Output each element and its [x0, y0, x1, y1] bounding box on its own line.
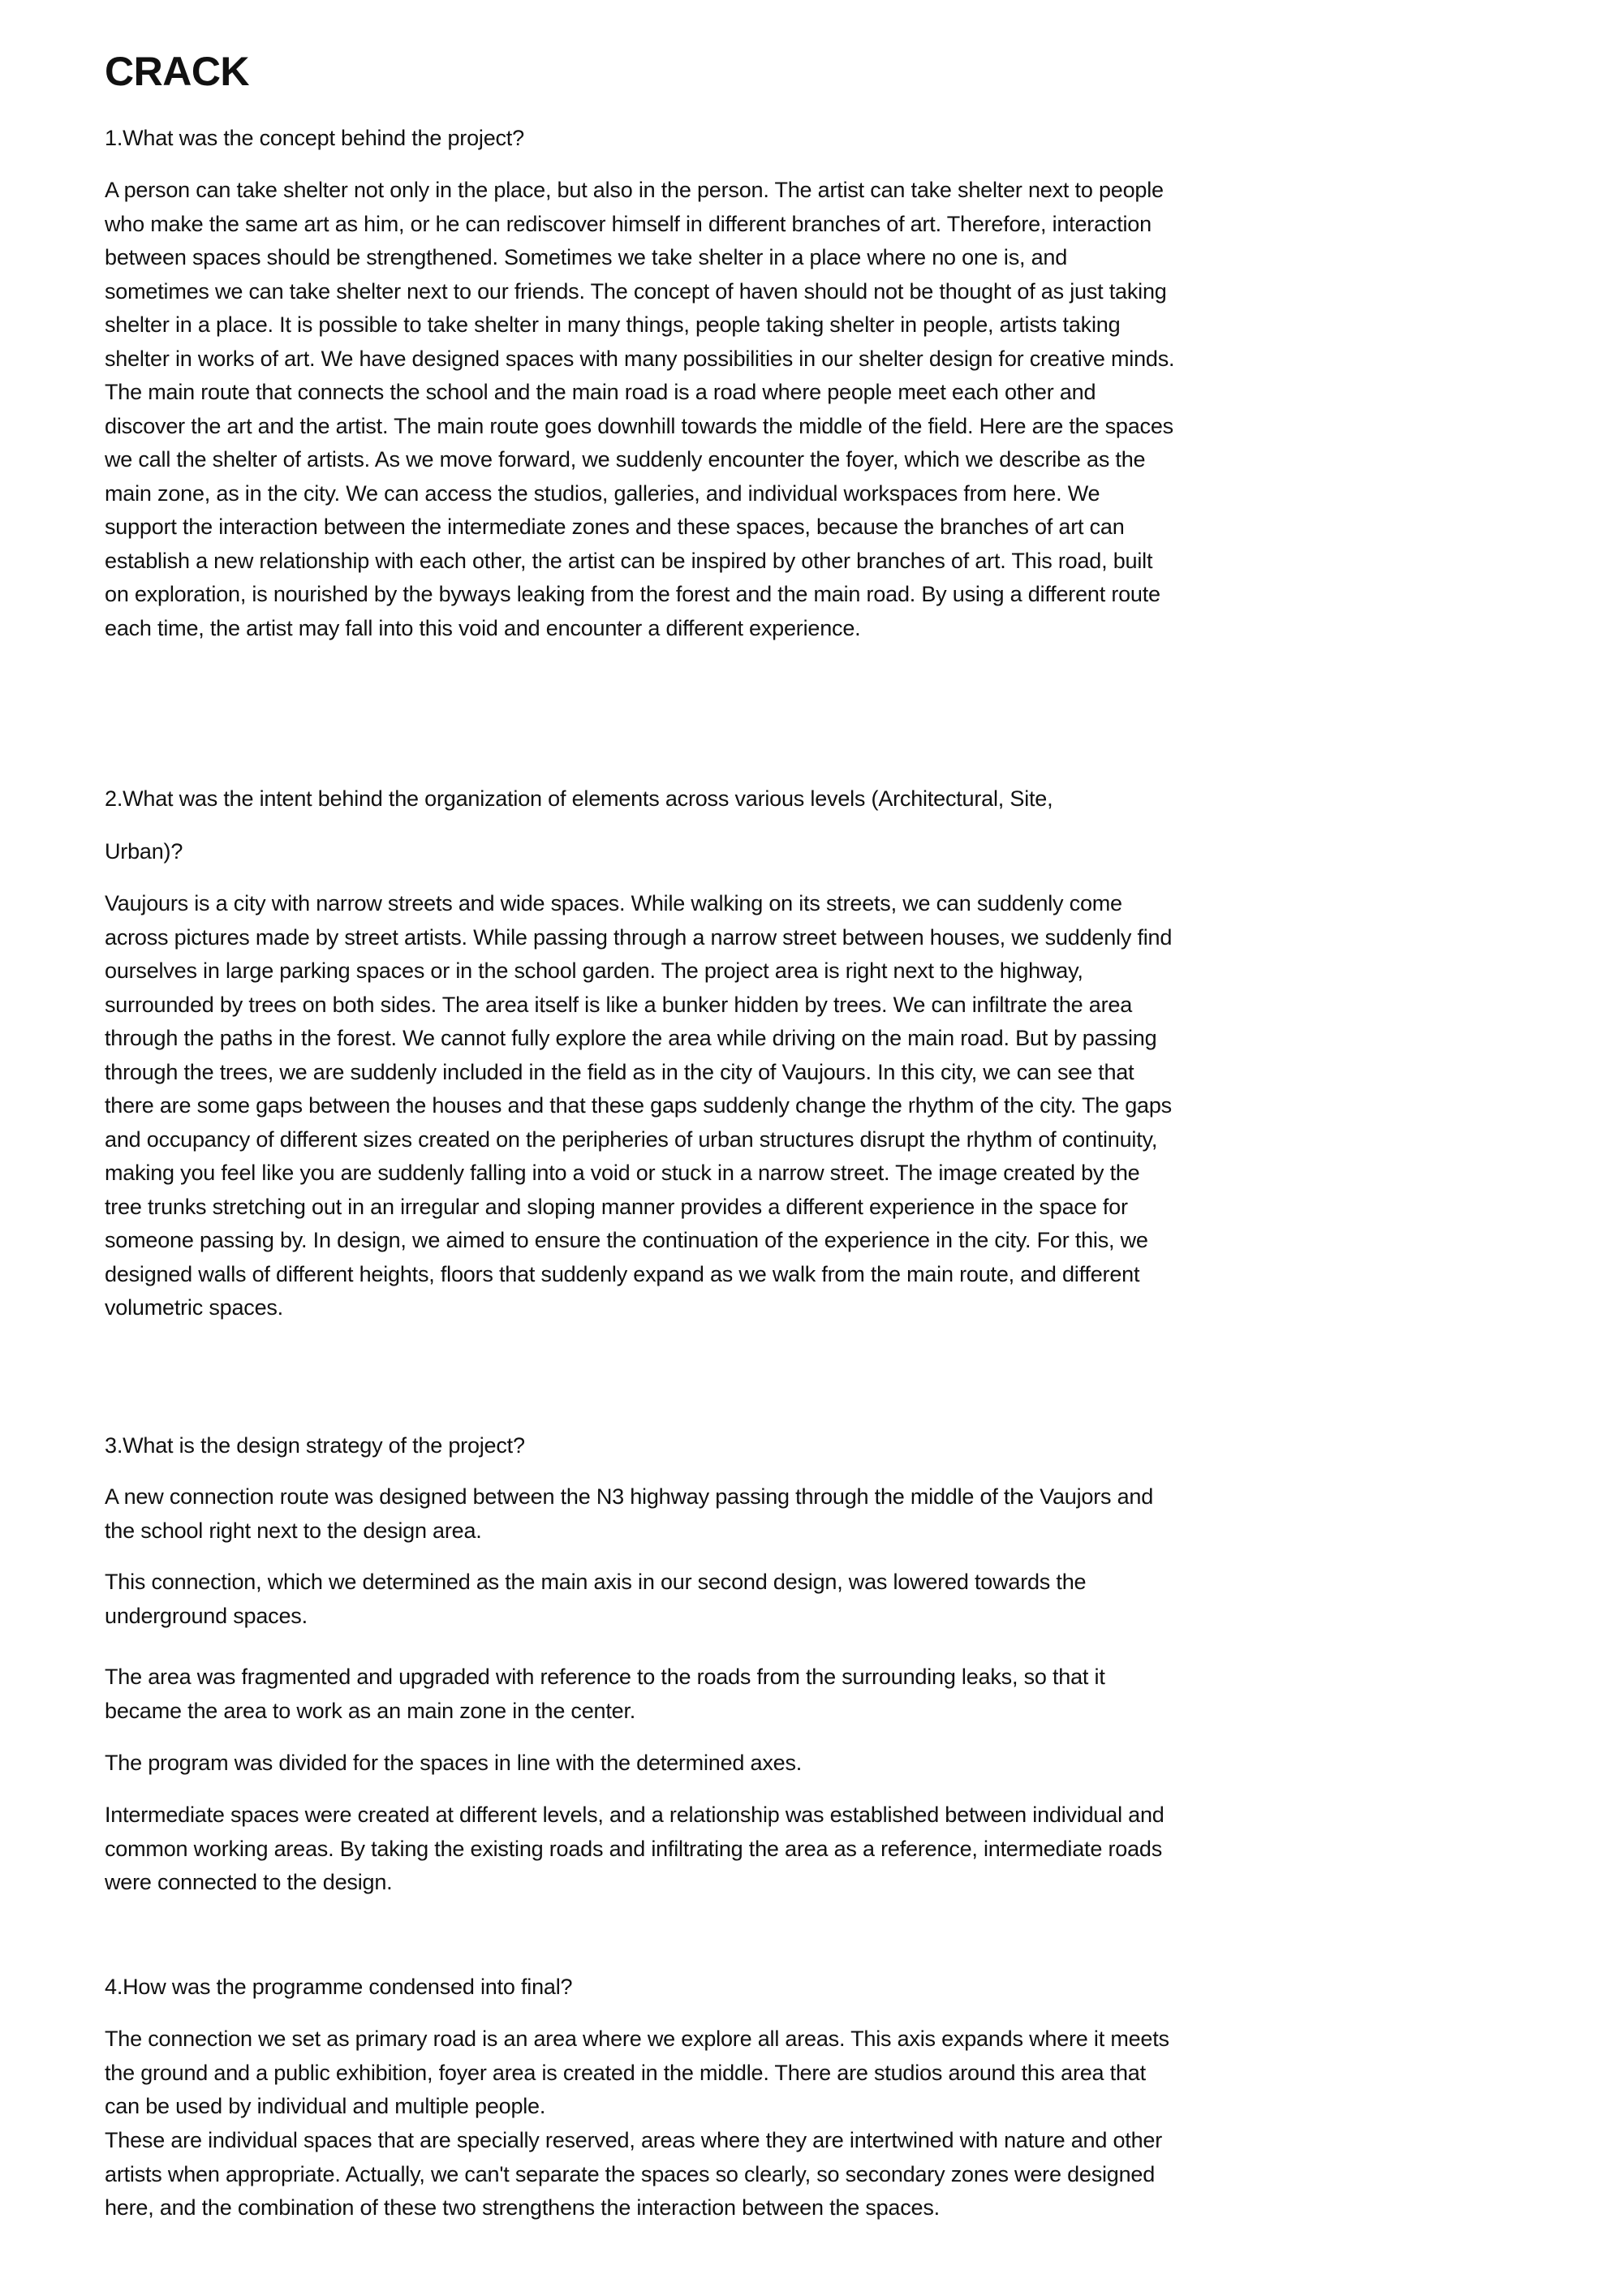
answer-1: A person can take shelter not only in the place, but also in the person. The artist can take shelter next to people who make the same art as him, or he can rediscover himself in different branches of art. Therefore, interaction between spaces should be strengthened. Sometimes we take shelter in a place where no one is, and sometimes we can take shelter next to our friends. The concept of haven should not be thought of as just taking shelter in a place. It is possible to take shelter in many things, people taking shelter in people, artists taking shelter in works of art. We have designed spaces with many possibilities in our shelter design for creative minds. The main route that connects the school and the main road is a road where people meet each other and discover the art and the artist. The main route goes downhill towards the middle of the field. Here are the spaces we call the shelter of artists. As we move forward, we suddenly encounter the foyer, which we describe as the main zone, as in the city. We can access the studios, galleries, and individual workspaces from here. We support the interaction between the intermediate zones and these spaces, because the branches of art can establish a new relationship with each other, the artist can be inspired by other branches of art. This road, built on exploration, is nourished by the byways leaking from the forest and the main road. By using a different route each time, the artist may fall into this void and encounter a different experience.	[105, 178, 1175, 640]
answer-3-paragraph-4: The program was divided for the spaces in line with the determined axes.	[105, 1751, 803, 1775]
question-3: 3.What is the design strategy of the project?	[105, 1433, 525, 1458]
question-2-line-2: Urban)?	[105, 839, 183, 864]
answer-3-paragraph-3: The area was fragmented and upgraded with reference to the roads from the surrounding leaks, so that it became the area to work as an main zone in the center.	[105, 1665, 1105, 1723]
answer-2: Vaujours is a city with narrow streets and wide spaces. While walking on its streets, we can suddenly come across pictures made by street artists. While passing through a narrow street between houses, we suddenly find ourselves in large parking spaces or in the school garden. The project area is right next to the highway, surrounded by trees on both sides. The area itself is like a bunker hidden by trees. We can infiltrate the area through the paths in the forest. We cannot fully explore the area while driving on the main road. But by passing through the trees, we are suddenly included in the field as in the city of Vaujours. In this city, we can see that there are some gaps between the houses and that these gaps suddenly change the rhythm of the city. The gaps and occupancy of different sizes created on the peripheries of urban structures disrupt the rhythm of continuity, making you feel like you are suddenly falling into a void or stuck in a narrow street. The image created by the tree trunks stretching out in an irregular and sloping manner provides a different experience in the space for someone passing by. In design, we aimed to ensure the continuation of the experience in the city. For this, we designed walls of different heights, floors that suddenly expand as we walk from the main route, and different volumetric spaces.	[105, 891, 1173, 1320]
answer-4-paragraph-2: These are individual spaces that are specially reserved, areas where they are intertwined with nature and other artists when appropriate. Actually, we can't separate the spaces so clearly, so secondary zones were designed here, and the combination of these two strengthens the interaction between the spaces.	[105, 2128, 1163, 2220]
question-2-line-1: 2.What was the intent behind the organization of elements across various levels (Architectural, Site,	[105, 786, 1053, 811]
answer-3-paragraph-1: A new connection route was designed between the N3 highway passing through the middle of the Vaujors and the school right next to the design area.	[105, 1484, 1154, 1543]
answer-4-paragraph-1: The connection we set as primary road is an area where we explore all areas. This axis expands where it meets the ground and a public exhibition, foyer area is created in the middle. There are studios around this area that can be used by individual and multiple people.	[105, 2027, 1169, 2118]
answer-3-paragraph-5: Intermediate spaces were created at different levels, and a relationship was established between individual and common working areas. By taking the existing roads and infiltrating the area as a reference, intermediate roads were connected to the design.	[105, 1803, 1165, 1894]
answer-3-paragraph-2: This connection, which we determined as the main axis in our second design, was lowered towards the underground spaces.	[105, 1570, 1087, 1628]
question-4: 4.How was the programme condensed into final?	[105, 1975, 573, 1999]
document-title: CRACK	[105, 49, 250, 94]
question-1: 1.What was the concept behind the project?	[105, 126, 524, 150]
